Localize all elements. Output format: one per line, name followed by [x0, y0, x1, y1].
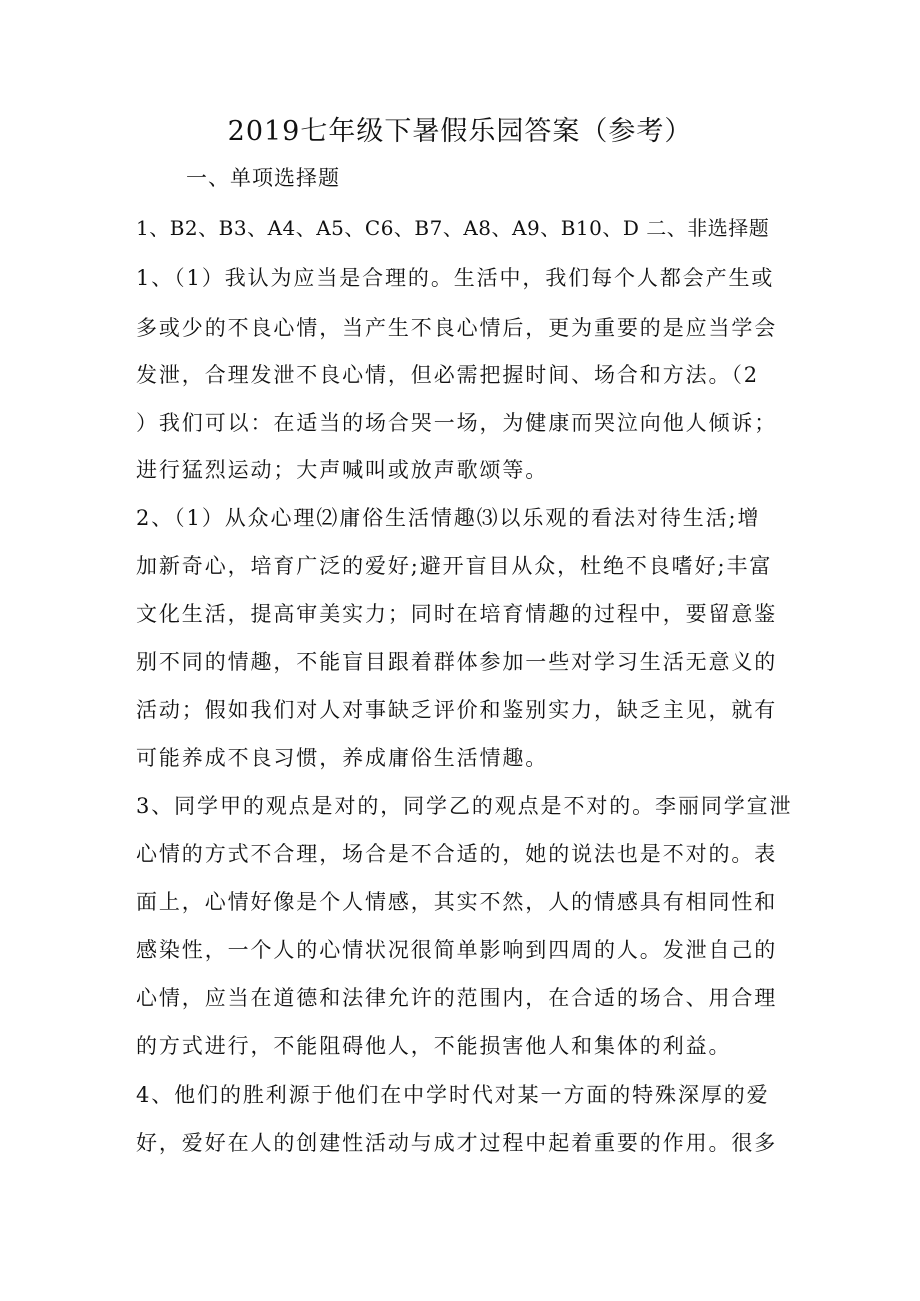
- text-line: 可能养成不良习惯，养成庸俗生活情趣。: [136, 746, 549, 770]
- text-line: 别不同的情趣，不能盲目跟着群体参加一些对学习生活无意义的: [136, 650, 778, 674]
- text-line: 发泄，合理发泄不良心情，但必需把握时间、场合和方法。（2: [136, 363, 760, 387]
- text-line: 心情，应当在道德和法律允许的范围内，在合适的场合、用合理: [136, 986, 778, 1010]
- text-line: 的方式进行，不能阻碍他人，不能损害他人和集体的利益。: [136, 1034, 732, 1058]
- text-line: 文化生活，提高审美实力；同时在培育情趣的过程中，要留意鉴: [136, 602, 778, 626]
- text-line: 多或少的不良心情，当产生不良心情后，更为重要的是应当学会: [136, 316, 778, 340]
- text-line: 好，爱好在人的创建性活动与成才过程中起着重要的作用。很多: [136, 1131, 778, 1155]
- document-title: 2019七年级下暑假乐园答案（参考）: [227, 116, 693, 147]
- text-line: 3、同学甲的观点是对的，同学乙的观点是不对的。李丽同学宣泄: [136, 794, 793, 818]
- text-line: 面上，心情好像是个人情感，其实不然，人的情感具有相同性和: [136, 890, 778, 914]
- text-line: 2、（1）从众心理⑵庸俗生活情趣⑶以乐观的看法对待生活;增: [136, 506, 761, 530]
- text-line: 进行猛烈运动；大声喊叫或放声歌颂等。: [136, 458, 549, 482]
- text-line: 加新奇心，培育广泛的爱好;避开盲目从众，杜绝不良嗜好;丰富: [136, 554, 773, 578]
- text-line: 4、他们的胜利源于他们在中学时代对某一方面的特殊深厚的爱: [136, 1083, 770, 1107]
- text-line: ）我们可以：在适当的场合哭一场，为健康而哭泣向他人倾诉；: [136, 411, 778, 435]
- text-line: 心情的方式不合理，场合是不合适的，她的说法也是不对的。表: [136, 842, 778, 866]
- text-line: 感染性，一个人的心情状况很简单影响到四周的人。发泄自己的: [136, 938, 778, 962]
- answer-key-line: 1、B2、B3、A4、A5、C6、B7、A8、A9、B10、D 二、非选择题: [136, 216, 770, 240]
- section-heading: 一、单项选择题: [186, 166, 340, 190]
- text-line: 活动；假如我们对人对事缺乏评价和鉴别实力，缺乏主见，就有: [136, 698, 778, 722]
- text-line: 1、（1）我认为应当是合理的。生活中，我们每个人都会产生或: [136, 266, 775, 290]
